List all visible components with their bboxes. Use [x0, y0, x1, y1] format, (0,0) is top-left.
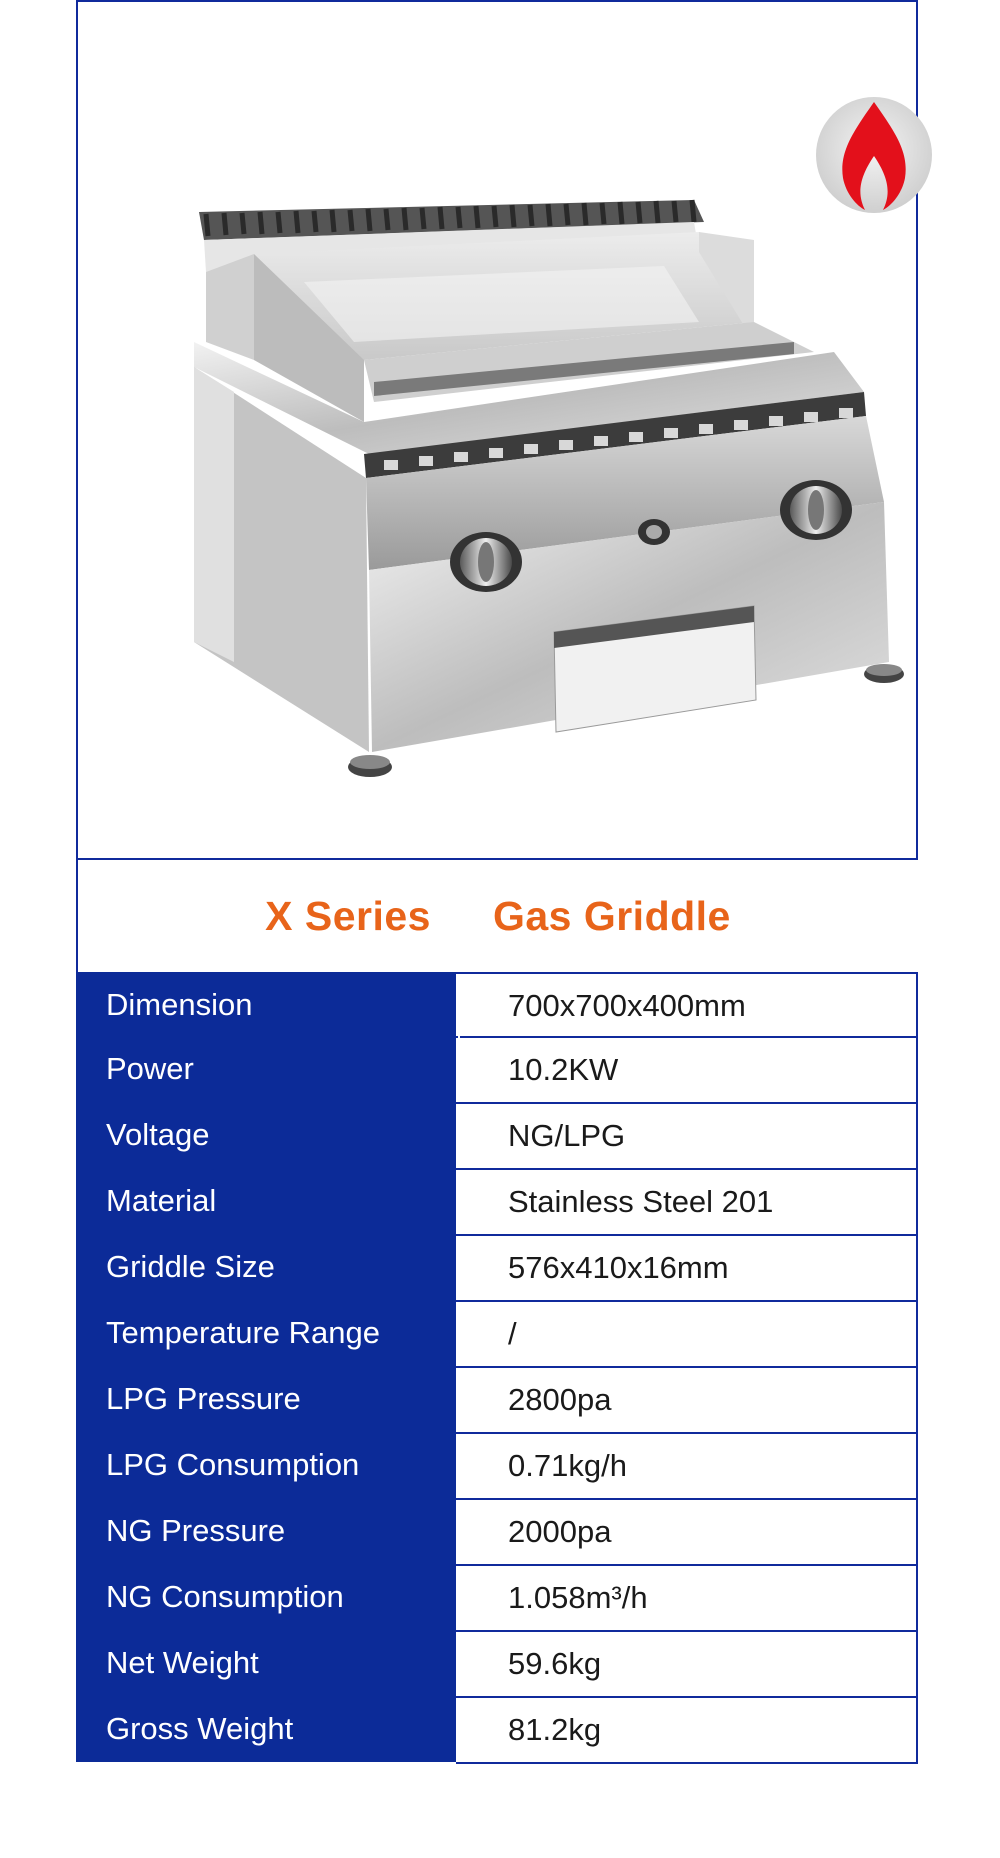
- table-row: [76, 1038, 918, 1104]
- spec-table: [76, 972, 918, 1764]
- spec-value: 0.71kg/h: [458, 1434, 918, 1498]
- table-row: [76, 1698, 918, 1764]
- spec-value: 576x410x16mm: [458, 1236, 918, 1300]
- spec-value: NG/LPG: [458, 1104, 918, 1168]
- spec-label: LPG Consumption: [76, 1432, 456, 1500]
- series-name: X Series: [265, 892, 431, 939]
- table-row: [76, 1170, 918, 1236]
- spec-value: /: [458, 1302, 918, 1366]
- table-row: [76, 1500, 918, 1566]
- spec-value: 81.2kg: [458, 1698, 918, 1762]
- spec-label: NG Consumption: [76, 1564, 456, 1632]
- spec-label: Gross Weight: [76, 1696, 456, 1764]
- table-row: [76, 1104, 918, 1170]
- spec-label: Griddle Size: [76, 1234, 456, 1302]
- spec-value: 700x700x400mm: [458, 974, 918, 1038]
- table-row: [76, 1434, 918, 1500]
- spec-value: 1.058m³/h: [458, 1566, 918, 1630]
- spec-label: Material: [76, 1168, 456, 1236]
- spec-value: 2000pa: [458, 1500, 918, 1564]
- spec-label: Temperature Range: [76, 1300, 456, 1368]
- product-title: [76, 858, 918, 972]
- spec-label: Net Weight: [76, 1630, 456, 1698]
- table-row: [76, 1566, 918, 1632]
- spec-value: 10.2KW: [458, 1038, 918, 1102]
- table-row: [76, 1632, 918, 1698]
- gas-griddle-image: [194, 192, 964, 812]
- spec-label: Voltage: [76, 1102, 456, 1170]
- table-row: [76, 1302, 918, 1368]
- spec-label: Power: [76, 1036, 456, 1104]
- table-row: [76, 972, 918, 1038]
- table-row: [76, 1236, 918, 1302]
- spec-value: 59.6kg: [458, 1632, 918, 1696]
- product-photo-frame: [76, 0, 918, 858]
- spec-label: LPG Pressure: [76, 1366, 456, 1434]
- table-row: [76, 1368, 918, 1434]
- spec-label: NG Pressure: [76, 1498, 456, 1566]
- spec-value: Stainless Steel 201: [458, 1170, 918, 1234]
- spec-label: Dimension: [76, 972, 456, 1040]
- spec-value: 2800pa: [458, 1368, 918, 1432]
- product-name: Gas Griddle: [492, 892, 731, 939]
